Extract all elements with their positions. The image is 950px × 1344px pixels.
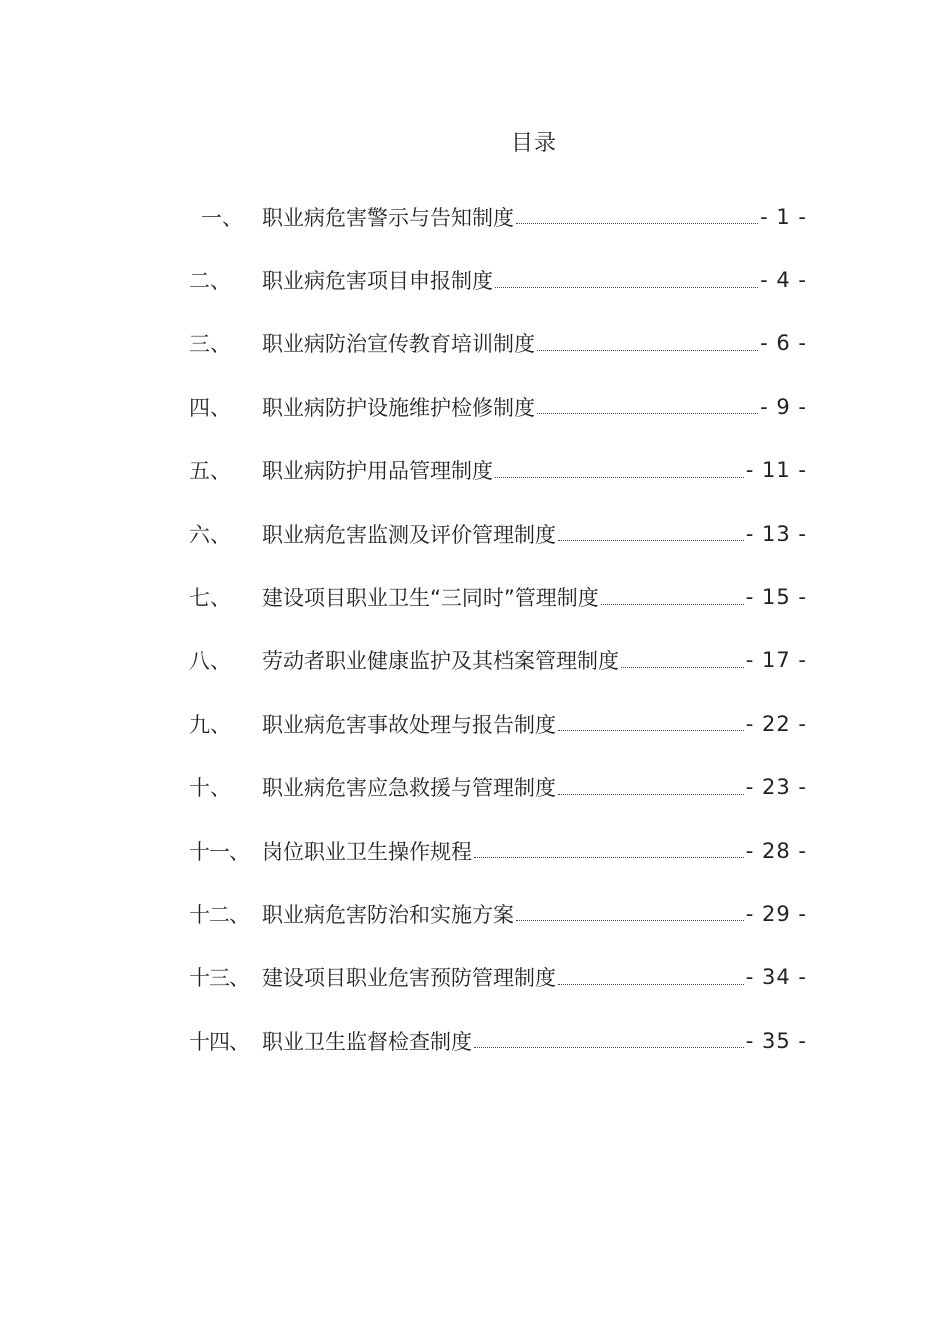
toc-entry[interactable] [189, 375, 807, 438]
toc-entry[interactable] [189, 312, 807, 375]
toc-dot-leader [558, 777, 744, 798]
toc-entry[interactable] [189, 1009, 807, 1072]
toc-entry-number: 一、 [201, 205, 243, 230]
toc-dot-leader [537, 333, 758, 354]
toc-entry-title: 职业病危害应急救援与管理制度 [262, 776, 556, 801]
toc-entry-page: - 34 - [745, 965, 807, 990]
toc-dot-leader [495, 460, 744, 481]
toc-entry-number: 八、 [189, 649, 231, 674]
toc-entry-title: 职业病危害事故处理与报告制度 [262, 712, 556, 737]
toc-dot-leader [474, 840, 744, 861]
toc-entry-number: 十三、 [189, 966, 249, 991]
toc-entry-page: - 15 - [745, 585, 807, 610]
toc-entry-title: 岗位职业卫生操作规程 [262, 839, 472, 864]
toc-entry-page: - 9 - [760, 394, 807, 419]
toc-entry-number: 十一、 [189, 839, 249, 864]
toc-entry-title: 职业病防护用品管理制度 [262, 459, 493, 484]
toc-entry-title: 职业病危害警示与告知制度 [262, 205, 514, 230]
toc-entry-page: - 13 - [745, 521, 807, 546]
toc-entry-page: - 17 - [745, 648, 807, 673]
toc-entry[interactable] [189, 439, 807, 502]
toc-entry-number: 五、 [189, 459, 231, 484]
toc-entry-title: 职业病防护设施维护检修制度 [262, 395, 535, 420]
toc-entry-number: 十、 [189, 776, 231, 801]
toc-entry-number: 十二、 [189, 902, 249, 927]
toc-entry-title: 职业病危害防治和实施方案 [262, 902, 514, 927]
toc-entry[interactable] [189, 946, 807, 1009]
toc-entry-title: 职业病危害项目申报制度 [262, 269, 493, 294]
toc-entry-number: 十四、 [189, 1029, 249, 1054]
toc-entry[interactable] [189, 248, 807, 311]
toc-dot-leader [621, 650, 744, 671]
toc-entry-page: - 22 - [745, 711, 807, 736]
toc-entry[interactable] [189, 629, 807, 692]
toc-entry-page: - 11 - [745, 458, 807, 483]
toc-entry-page: - 1 - [760, 204, 807, 229]
toc-entry-title: 建设项目职业卫生“三同时”管理制度 [262, 586, 599, 611]
toc-entry-number: 六、 [189, 522, 231, 547]
toc-entry-page: - 35 - [745, 1028, 807, 1053]
toc-entry-title: 建设项目职业危害预防管理制度 [262, 966, 556, 991]
toc-entry-number: 七、 [189, 586, 231, 611]
toc-dot-leader [474, 1030, 744, 1051]
toc-entry-page: - 29 - [745, 901, 807, 926]
toc-entry[interactable] [189, 819, 807, 882]
toc-entry[interactable] [189, 185, 807, 248]
toc-entry-page: - 4 - [760, 268, 807, 293]
toc-dot-leader [495, 270, 758, 291]
toc-entry-title: 劳动者职业健康监护及其档案管理制度 [262, 649, 619, 674]
toc-dot-leader [537, 396, 758, 417]
toc-entry-number: 四、 [189, 395, 231, 420]
toc-dot-leader [601, 587, 744, 608]
toc-dot-leader [516, 903, 744, 924]
toc-entry-page: - 6 - [760, 331, 807, 356]
toc-entry-number: 九、 [189, 712, 231, 737]
toc-dot-leader [558, 523, 744, 544]
toc-dot-leader [558, 713, 744, 734]
toc-entry-page: - 23 - [745, 775, 807, 800]
toc-entry[interactable] [189, 692, 807, 755]
toc-entry[interactable] [189, 502, 807, 565]
toc-dot-leader [558, 967, 744, 988]
toc-entry[interactable] [189, 756, 807, 819]
toc-entry[interactable] [189, 882, 807, 945]
toc-entry-number: 二、 [189, 269, 231, 294]
toc-dot-leader [516, 206, 758, 227]
toc-entry-title: 职业病防治宣传教育培训制度 [262, 332, 535, 357]
toc-title: 目录 [510, 131, 557, 156]
toc-entry-page: - 28 - [745, 838, 807, 863]
toc-entry-title: 职业病危害监测及评价管理制度 [262, 522, 556, 547]
toc-entry[interactable] [189, 565, 807, 628]
toc-entry-title: 职业卫生监督检查制度 [262, 1029, 472, 1054]
toc-list [189, 185, 807, 1072]
toc-entry-number: 三、 [189, 332, 231, 357]
